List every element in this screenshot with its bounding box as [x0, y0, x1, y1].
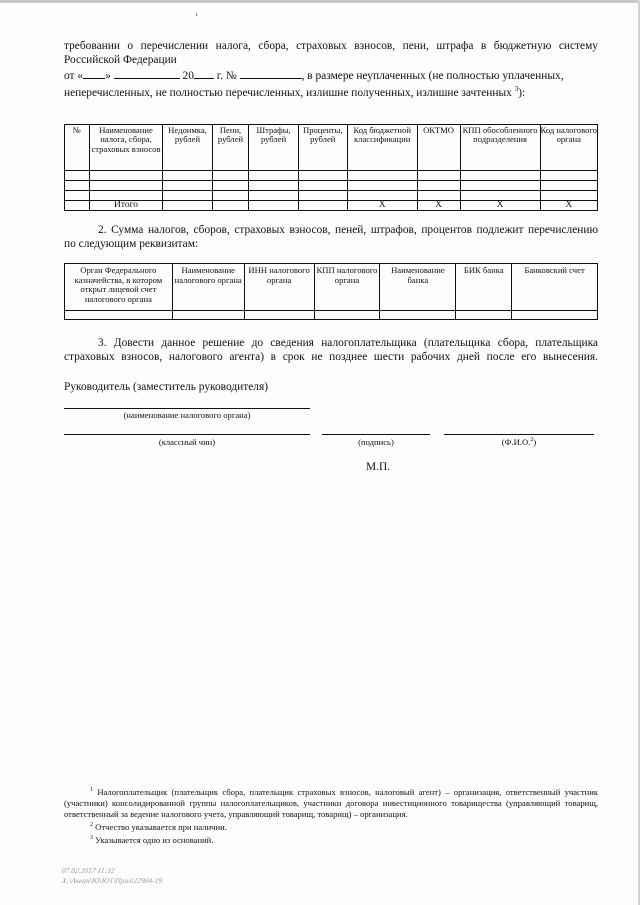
- footnote-3-text: Указывается одно из оснований.: [95, 834, 214, 845]
- paragraph-2: [64, 223, 598, 251]
- footnote-3: [64, 833, 598, 846]
- table-cell: [65, 181, 90, 191]
- x-mark-budget-code: X: [347, 201, 417, 211]
- table-cell: [163, 191, 212, 201]
- col-header-bank-account: Банковский счет: [512, 264, 598, 311]
- table-cell: [456, 311, 512, 320]
- day-blank: [83, 68, 105, 79]
- col-header-interest: Проценты, рублей: [298, 125, 347, 171]
- caption-signature: (подпись): [358, 437, 394, 447]
- table-row: [65, 311, 598, 320]
- table-row: [65, 171, 598, 181]
- col-header-budget-code: Код бюджетной классификации: [347, 125, 417, 171]
- table-cell: [314, 311, 380, 320]
- footnote-1: [64, 785, 598, 820]
- table-cell: [540, 181, 597, 191]
- year-blank: [194, 68, 214, 79]
- x-mark-oktmo: X: [417, 201, 460, 211]
- x-mark-tax-office-code: X: [540, 201, 597, 211]
- paragraph-3-line-2: страховых взносов, налогового агента) в срок не позднее шести рабочих дней после его вынесения.: [64, 351, 598, 363]
- footnote-ref-2: 2: [530, 437, 534, 444]
- caption-full-name: [444, 437, 594, 447]
- table-cell: [65, 171, 90, 181]
- date-close-quote: »: [105, 69, 111, 82]
- paragraph-3-line-1: 3. Довести данное решение до сведения налогоплательщика (плательщика сбора, плательщика: [98, 337, 598, 349]
- x-mark-kpp-division: X: [460, 201, 540, 211]
- table-cell: [163, 171, 212, 181]
- table-cell: [212, 191, 249, 201]
- intro-line-3-rest: , в размере неуплаченных (не полностью уплаченных,: [301, 69, 564, 82]
- footnote-2: [64, 820, 598, 833]
- month-blank: [114, 68, 180, 79]
- footnote-2-number: 2: [90, 821, 93, 828]
- intro-line-4: [64, 83, 598, 101]
- table-cell: [212, 171, 249, 181]
- signer-title: Руководитель (заместитель руководителя): [64, 381, 268, 393]
- table-cell: [512, 311, 598, 320]
- amounts-table: [64, 124, 598, 211]
- total-label: Итого: [89, 201, 163, 211]
- table-cell: [172, 311, 244, 320]
- intro-line-3: [64, 68, 598, 84]
- table-cell: [249, 191, 298, 201]
- requisites-table-header-row: [65, 264, 598, 311]
- intro-paragraph: [64, 40, 598, 101]
- print-stamp-line-2: Х:\Акеан\Ю\Ю1\Прил\22904-19: [61, 876, 163, 885]
- tax-office-name-line: [64, 408, 310, 409]
- footnote-2-text: Отчество указывается при наличии.: [95, 821, 227, 832]
- footnote-3-number: 3: [90, 834, 93, 841]
- table-cell: [65, 201, 90, 211]
- table-cell: [347, 191, 417, 201]
- col-header-fines: Штрафы, рублей: [249, 125, 298, 171]
- table-cell: [417, 191, 460, 201]
- table-cell: [460, 171, 540, 181]
- table-cell: [212, 201, 249, 211]
- caption-rank: (классный чин): [158, 437, 216, 447]
- table-cell: [244, 311, 314, 320]
- table-cell: [249, 181, 298, 191]
- date-prefix: от «: [64, 69, 84, 82]
- table-cell: [249, 171, 298, 181]
- col-header-number: №: [65, 125, 90, 171]
- stamp-place-label: М.П.: [366, 461, 391, 473]
- table-cell: [212, 181, 249, 191]
- table-cell: [347, 181, 417, 191]
- scan-speck: [196, 13, 197, 16]
- year-prefix: 20: [182, 69, 194, 82]
- table-cell: [89, 171, 163, 181]
- col-header-tax-name: Наименование налога, сбора, страховых взносов: [89, 125, 163, 171]
- table-cell: [298, 171, 347, 181]
- caption-full-name-text: (Ф.И.О.: [501, 437, 531, 447]
- caption-tax-office-name: (наименование налогового органа): [123, 410, 251, 420]
- table-cell: [163, 181, 212, 191]
- col-header-inn: ИНН налогового органа: [244, 264, 314, 311]
- col-header-kpp: КПП налогового органа: [314, 264, 380, 311]
- paragraph-3: [64, 336, 598, 364]
- paragraph-2-line-2: по следующим реквизитам:: [64, 238, 199, 250]
- caption-full-name-end: ): [533, 437, 537, 447]
- number-label: г. №: [216, 69, 237, 82]
- table-cell: [540, 191, 597, 201]
- table-cell: [460, 191, 540, 201]
- table-cell: [540, 171, 597, 181]
- col-header-oktmo: ОКТМО: [417, 125, 460, 171]
- print-stamp-line-1: 07.02.2017 11:32: [61, 866, 116, 875]
- table-cell: [298, 191, 347, 201]
- footnotes: [64, 785, 598, 846]
- table-cell: [65, 191, 90, 201]
- full-name-line: [444, 434, 594, 435]
- footnote-1-text: Налогоплательщик (плательщик сбора, плательщик страховых взносов, налоговый агент) – организация, ответственный участник (участники) консолидированной группы налогоплательщиков, участники договора инвестиционного товарищества (управляющий товарищ, ответственный за ведение налогового учета, управляющий товарищ, товарищ) – организация.: [64, 786, 598, 819]
- table-cell: [347, 171, 417, 181]
- table-row: [65, 191, 598, 201]
- table-cell: [249, 201, 298, 211]
- footnote-ref-3: 3: [514, 85, 519, 94]
- number-blank: [240, 68, 302, 79]
- table-cell: [89, 181, 163, 191]
- table-cell: [298, 201, 347, 211]
- total-row: [65, 201, 598, 211]
- table-cell: [89, 191, 163, 201]
- table-cell: [298, 181, 347, 191]
- col-header-kpp-division: КПП обособленного подразделения: [460, 125, 540, 171]
- col-header-tax-office-code: Код налогового органа: [540, 125, 597, 171]
- table-cell: [163, 201, 212, 211]
- table-cell: [380, 311, 456, 320]
- requisites-table: [64, 263, 598, 320]
- intro-line-2: Российской Федерации: [64, 53, 177, 66]
- intro-line-4-text: неперечисленных, не полностью перечисленных, излишне полученных, излишне зачтенных: [64, 87, 512, 100]
- col-header-tax-office-name: Наименование налогового органа: [172, 264, 244, 311]
- paragraph-2-line-1: 2. Сумма налогов, сборов, страховых взносов, пеней, штрафов, процентов подлежит перечислению: [98, 224, 598, 236]
- rank-line: [64, 434, 310, 435]
- col-header-bank-name: Наименование банка: [380, 264, 456, 311]
- footnote-1-number: 1: [90, 787, 93, 793]
- col-header-bik: БИК банка: [456, 264, 512, 311]
- col-header-arrears: Недоимка, рублей: [163, 125, 212, 171]
- table-cell: [65, 311, 173, 320]
- col-header-treasury-body: Орган Федерального казначейства, в котором открыт лицевой счет налогового органа: [65, 264, 173, 311]
- scan-edge-top: [0, 0, 640, 3]
- amounts-table-header-row: [65, 125, 598, 171]
- table-row: [65, 181, 598, 191]
- table-cell: [417, 181, 460, 191]
- intro-line-1: требовании о перечислении налога, сбора, страховых взносов, пени, штрафа в бюджетную систему: [64, 40, 598, 52]
- signature-line: [322, 434, 430, 435]
- intro-line-4-end: ):: [518, 87, 526, 100]
- table-cell: [460, 181, 540, 191]
- col-header-penalty: Пени, рублей: [212, 125, 249, 171]
- table-cell: [417, 171, 460, 181]
